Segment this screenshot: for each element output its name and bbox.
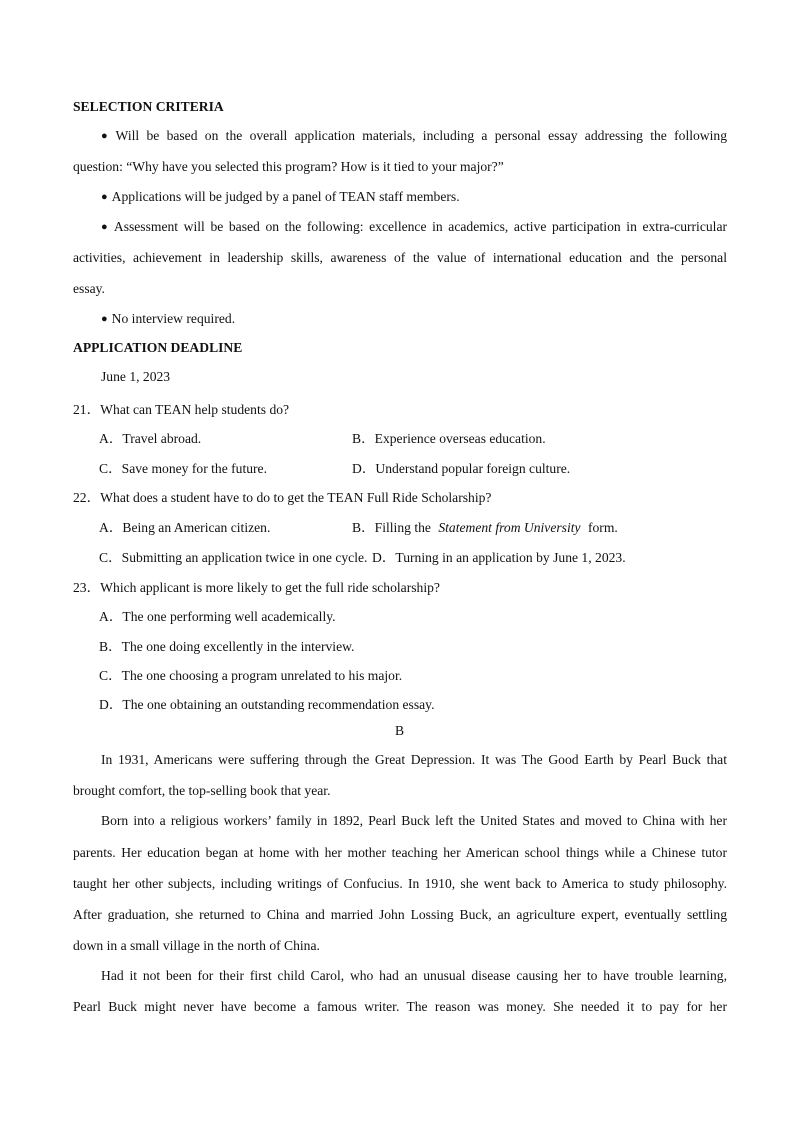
criteria-bullet-1-text: Will be based on the overall application materials, including a personal essay addressing the following [115, 128, 727, 143]
passage-paragraph-3-line-2: Pearl Buck might never have become a famous writer. The reason was money. She needed it to pay for her [73, 999, 727, 1014]
question-21-option-d[interactable]: D．Understand popular foreign culture. [352, 461, 571, 476]
question-23-option-d[interactable]: D．The one obtaining an outstanding recommendation essay. [99, 697, 435, 712]
criteria-bullet-4-text: No interview required. [111, 311, 236, 326]
criteria-bullet-2-text: Applications will be judged by a panel of TEAN staff members. [111, 189, 460, 204]
question-21-option-c[interactable]: C．Save money for the future. [99, 461, 267, 476]
deadline-date: June 1, 2023 [101, 369, 171, 384]
question-22-option-a[interactable]: A．Being an American citizen. [99, 520, 271, 535]
question-22-option-b[interactable] [352, 516, 618, 536]
question-22-stem: 22．What does a student have to do to get the TEAN Full Ride Scholarship? [73, 490, 492, 505]
question-23-option-c[interactable]: C．The one choosing a program unrelated to his major. [99, 668, 403, 683]
passage-paragraph-2-line-2: parents. Her education began at home with her mother teaching her American school things while a Chinese tutor [73, 845, 727, 860]
passage-paragraph-1-line-1: In 1931, Americans were suffering through the Great Depression. It was The Good Earth by Pearl Buck that [101, 752, 727, 767]
passage-paragraph-2-line-3: taught her other subjects, including writings of Confucius. In 1910, she went back to America to study philosophy. [73, 876, 727, 891]
selection-criteria-heading: SELECTION CRITERIA [73, 99, 224, 114]
criteria-bullet-3-line-3: essay. [73, 281, 105, 296]
question-23-option-a[interactable]: A．The one performing well academically. [99, 609, 336, 624]
question-22-option-b-start: B．Filling the [352, 520, 431, 535]
passage-paragraph-2-line-5: down in a small village in the north of China. [73, 938, 320, 953]
question-22-option-b-end: form. [587, 520, 618, 535]
passage-paragraph-2-line-4: After graduation, she returned to China and married John Lossing Buck, an agriculture expert, eventually settling [73, 907, 727, 922]
question-21-option-a[interactable]: A．Travel abroad. [99, 431, 202, 446]
question-21-stem: 21．What can TEAN help students do? [73, 402, 290, 417]
criteria-bullet-1-line-1 [101, 128, 727, 160]
question-23-option-b[interactable]: B．The one doing excellently in the interview. [99, 639, 355, 654]
passage-paragraph-2-line-1: Born into a religious workers’ family in 1892, Pearl Buck left the United States and moved to China with her [101, 813, 727, 828]
criteria-bullet-3-text: Assessment will be based on the following: excellence in academics, active participation in extra-curricular [113, 219, 728, 234]
passage-paragraph-3-line-1: Had it not been for their first child Carol, who had an unusual disease causing her to have trouble learning, [101, 968, 727, 983]
criteria-bullet-1-line-2: question: “Why have you selected this program? How is it tied to your major?” [73, 159, 504, 174]
criteria-bullet-2 [101, 189, 460, 205]
deadline-heading: APPLICATION DEADLINE [73, 340, 243, 355]
section-b-label: B [395, 723, 405, 738]
question-22-option-c[interactable]: C．Submitting an application twice in one cycle. [99, 550, 368, 565]
criteria-bullet-4 [101, 311, 235, 327]
criteria-bullet-3-line-2: activities, achievement in leadership skills, awareness of the value of international education and the personal [73, 250, 727, 265]
question-21-option-b[interactable]: B．Experience overseas education. [352, 431, 546, 446]
question-22-option-b-form-name: Statement from University [438, 520, 581, 535]
question-22-option-d[interactable]: D．Turning in an application by June 1, 2023. [372, 550, 626, 565]
question-23-stem: 23．Which applicant is more likely to get the full ride scholarship? [73, 580, 440, 595]
passage-paragraph-1-line-2: brought comfort, the top-selling book that year. [73, 783, 331, 798]
criteria-bullet-3-line-1 [101, 219, 727, 251]
